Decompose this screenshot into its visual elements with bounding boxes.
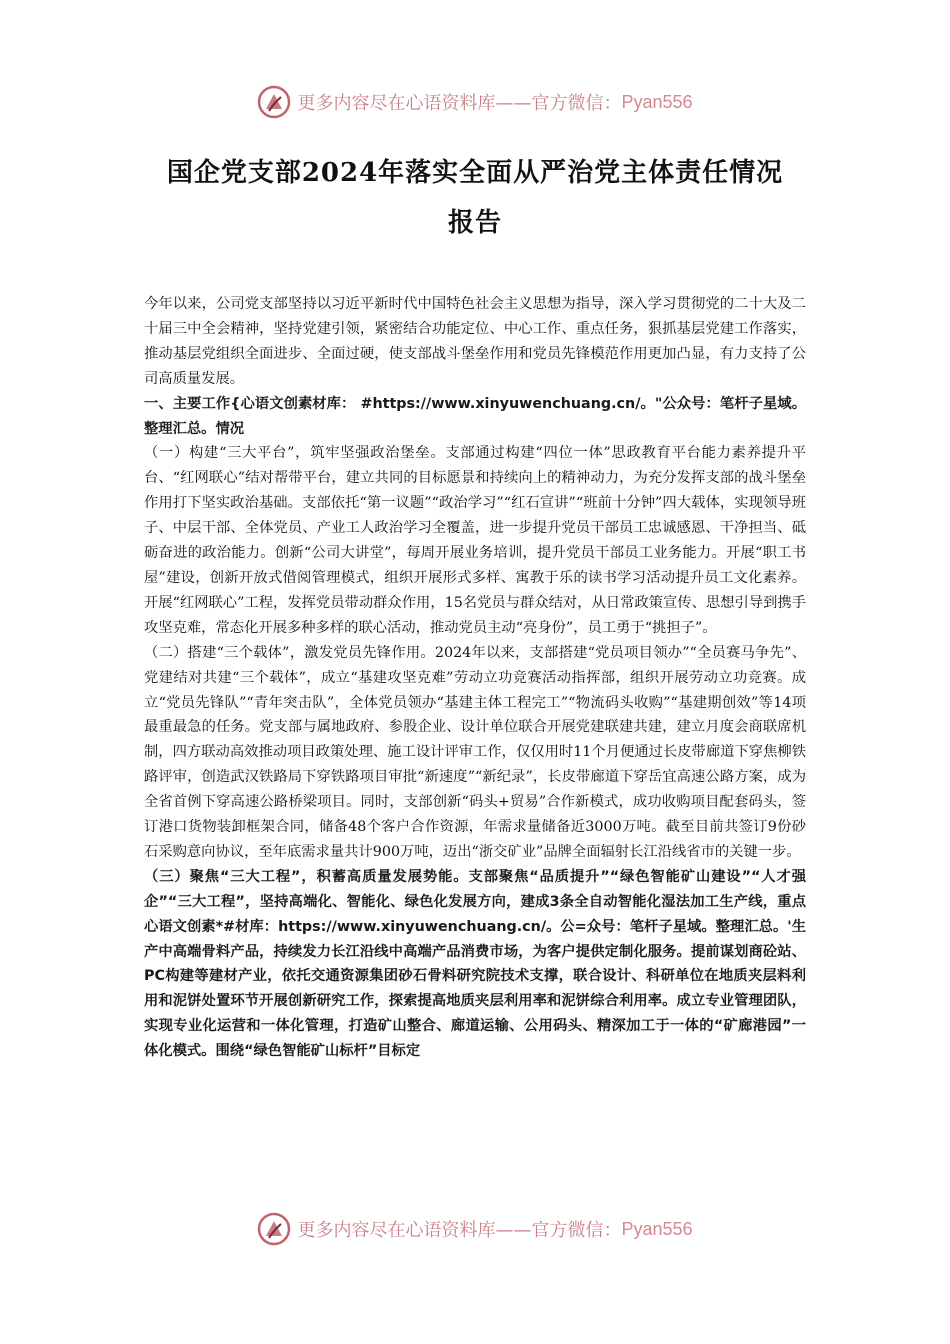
section-heading-1: 一、主要工作{心语文创素材库： #https://www.xinyuwenchuang.cn/。"公众号：笔杆子星域。整理汇总。情况 <box>144 395 806 437</box>
title-line-2: 报告 <box>447 208 502 238</box>
document-body <box>144 292 806 1192</box>
logo-icon <box>257 85 291 119</box>
logo-icon <box>257 1212 291 1246</box>
paragraph-intro: 今年以来，公司党支部坚持以习近平新时代中国特色社会主义思想为指导，深入学习贯彻党的二十大及二十届三中全会精神，坚持党建引领，紧密结合功能定位、中心工作、重点任务，狠抓基层党建工作落实，推动基层党组织全面进步、全面过硬，使支部战斗堡垒作用和党员先锋模范作用更加凸显，有力支持了公司高质量发展。 <box>144 296 806 387</box>
document-title <box>120 148 830 248</box>
title-line-1: 国企党支部2024年落实全面从严治党主体责任情况 <box>166 158 784 188</box>
paragraph-platforms: （一）构建“三大平台”，筑牢坚强政治堡垒。支部通过构建“四位一体”思政教育平台能力素养提升平台、“红网联心”结对帮带平台，建立共同的目标愿景和持续向上的精神动力，为充分发挥支部的战斗堡垒作用打下坚实政治基础。支部依托“第一议题”“政治学习”“红石宣讲”“班前十分钟”四大载体，实现领导班子、中层干部、全体党员、产业工人政治学习全覆盖，进一步提升党员干部员工忠诚感恩、干净担当、砥砺奋进的政治能力。创新“公司大讲堂”，每周开展业务培训，提升党员干部员工业务能力。开展“职工书屋”建设，创新开放式借阅管理模式，组织开展形式多样、寓教于乐的读书学习活动提升员工文化素养。开展“红网联心”工程，发挥党员带动群众作用，15名党员与群众结对，从日常政策宣传、思想引导到携手攻坚克难，常态化开展多种多样的联心活动，推动党员主动“亮身份”，员工勇于“挑担子”。 <box>144 445 806 636</box>
watermark-header <box>0 82 950 122</box>
watermark-handle: Pyan556 <box>621 91 693 112</box>
paragraph-projects: （三）聚焦“三大工程”，积蓄高质量发展势能。支部聚焦“品质提升”“绿色智能矿山建设”“人才强企”“三大工程”，坚持高端化、智能化、绿色化发展方向，建成3条全自动智能化湿法加工生产线，重点心语文创素*#材库：https://www.xinyuwenchuang.cn/。公=众号：笔杆子星域。整理汇总。'生产中高端骨料产品，持续发力长江沿线中高端产品消费市场，为客户提供定制化服务。提前谋划商砼站、PC构建等建材产业，依托交通资源集团砂石骨料研究院技术支撑，联合设计、科研单位在地质夹层料利用和泥饼处置环节开展创新研究工作，探索提高地质夹层利用率和泥饼综合利用率。成立专业管理团队，实现专业化运营和一体化管理，打造矿山整合、廊道运输、公用码头、精深加工于一体的“矿廊港园”一体化模式。围绕“绿色智能矿山标杆”目标定 <box>144 868 806 1060</box>
watermark-footer <box>0 1209 950 1249</box>
watermark-text: 更多内容尽在心语资料库——官方微信： <box>297 1220 622 1241</box>
paragraph-carriers: （二）搭建“三个载体”，激发党员先锋作用。2024年以来，支部搭建“党员项目领办”“全员赛马争先”、党建结对共建“三个载体”，成立“基建攻坚克难”劳动立功竞赛活动指挥部，组织开展劳动立功竞赛。成立“党员先锋队”“青年突击队”，全体党员领办“基建主体工程完工”“物流码头收购”“基建期创效”等14项最重最急的任务。党支部与属地政府、参股企业、设计单位联合开展党建联建共建，建立月度会商联席机制，四方联动高效推动项目政策处理、施工设计评审工作，仅仅用时11个月便通过长皮带廊道下穿焦柳铁路评审，创造武汉铁路局下穿铁路项目审批“新速度”“新纪录”，长皮带廊道下穿岳宜高速公路方案，成为全省首例下穿高速公路桥梁项目。同时，支部创新“码头+贸易”合作新模式，成功收购项目配套码头，签订港口货物装卸框架合同，储备48个客户合作资源，年需求量储备近3000万吨。截至目前共签订9份砂石采购意向协议，至年底需求量共计900万吨，迈出“浙交矿业”品牌全面辐射长江沿线省市的关键一步。 <box>144 644 806 860</box>
watermark-text: 更多内容尽在心语资料库——官方微信： <box>297 93 622 114</box>
watermark-handle: Pyan556 <box>621 1218 693 1239</box>
